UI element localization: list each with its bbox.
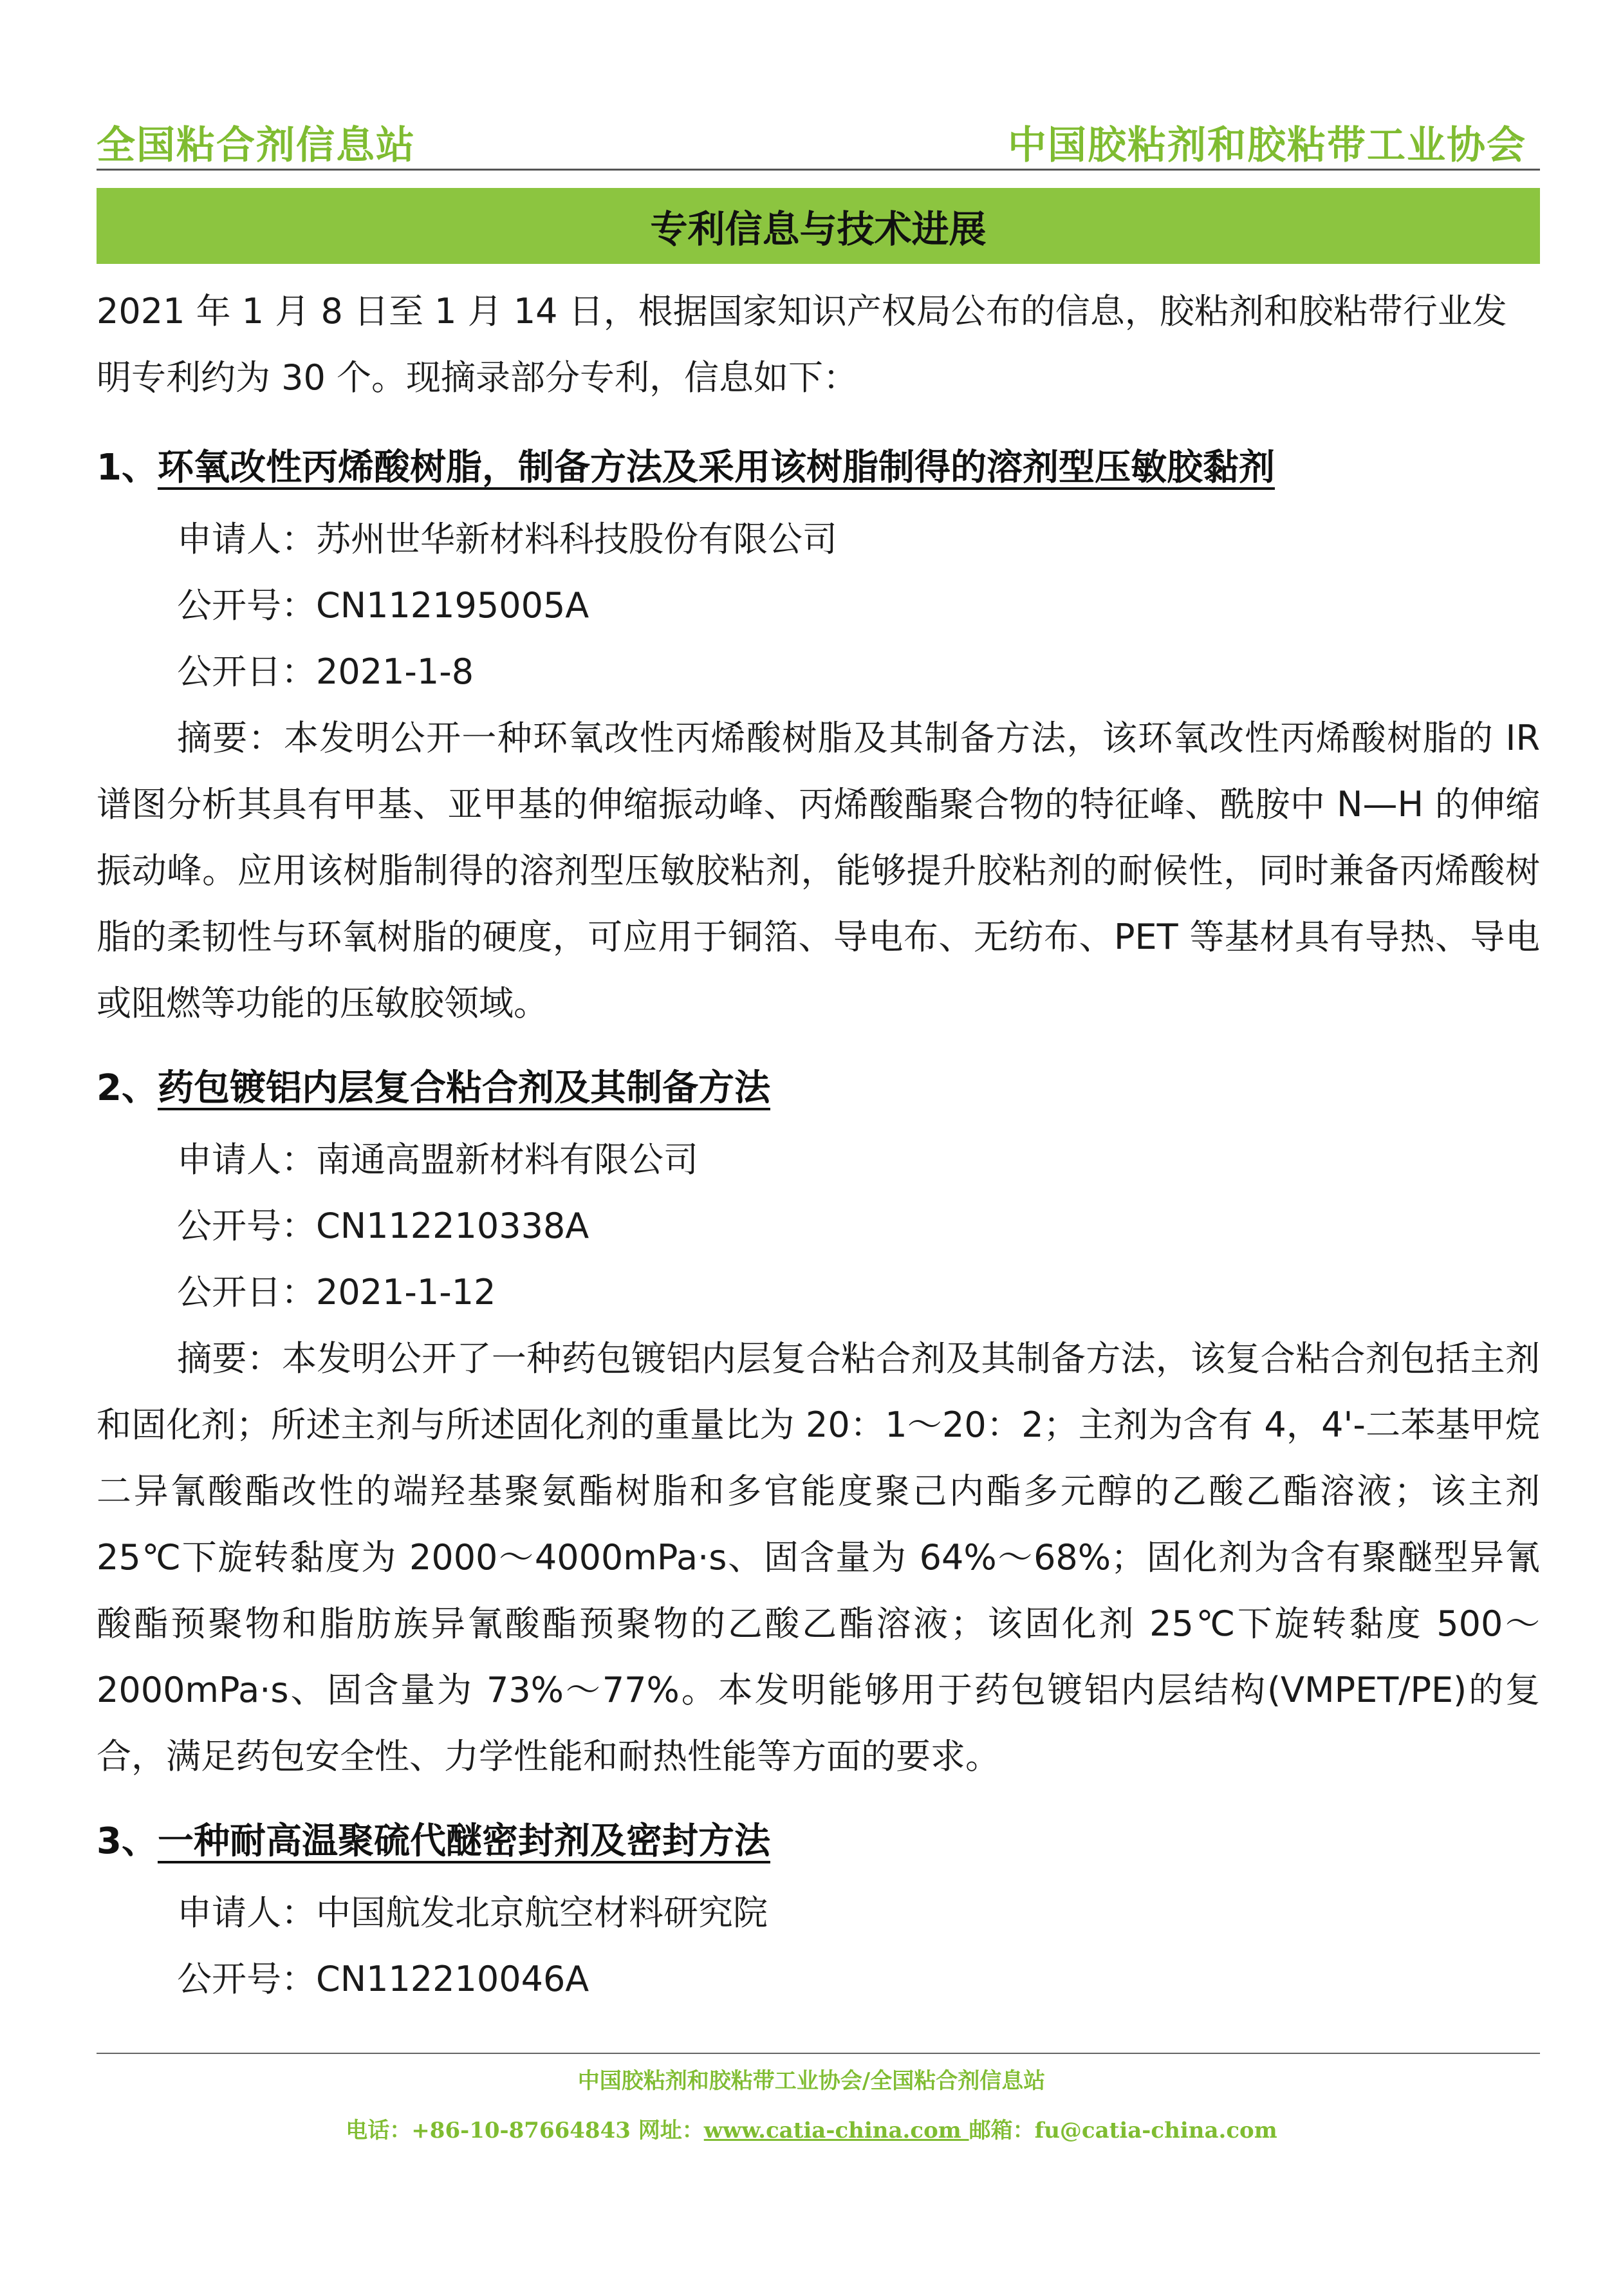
patent-applicant: 申请人：苏州世华新材料科技股份有限公司 [177, 519, 837, 559]
footer-website-link[interactable]: www.catia-china.com [703, 2118, 969, 2143]
intro-paragraph: 2021 年 1 月 8 日至 1 月 14 日，根据国家知识产权局公布的信息，胶粘剂和胶粘带行业发明专利约为 30 个。现摘录部分专利，信息如下： [97, 291, 1507, 398]
footer-organization: 中国胶粘剂和胶粘带工业协会/全国粘合剂信息站 [577, 2068, 1046, 2094]
section-banner-title: 专利信息与技术进展 [650, 207, 987, 251]
header-right-title: 中国胶粘剂和胶粘带工业协会 [1008, 123, 1526, 168]
patent-publication-number: 公开号：CN112195005A [177, 585, 589, 626]
footer-contact [0, 2113, 1623, 2144]
patent-number: 3、 [97, 1820, 158, 1862]
patent-abstract: 摘要：本发明公开了一种药包镀铝内层复合粘合剂及其制备方法，该复合粘合剂包括主剂和固化剂；所述主剂与所述固化剂的重量比为 20：1～20：2；主剂为含有 4，4'-二苯基甲烷二异氰酸酯改性的端羟基聚氨酯树脂和多官能度聚己内酯多元醇的乙酸乙酯溶液；该主剂 25℃下旋转黏度为 2000～4000mPa·s、固含量为 64%～68%；固化剂为含有聚醚型异氰酸酯预聚物和脂肪族异氰酸酯预聚物的乙酸乙酯溶液；该固化剂 25℃下旋转黏度 500～2000mPa·s、固含量为 73%～77%。本发明能够用于药包镀铝内层结构(VMPET/PE)的复合，满足药包安全性、力学性能和耐热性能等方面的要求。 [97, 1338, 1540, 1777]
patent-title [97, 430, 1540, 506]
footer-phone: 电话：+86-10-87664843 网址： [346, 2118, 704, 2143]
footer-divider [97, 2053, 1540, 2054]
patent-publication-date: 公开日：2021-1-8 [177, 651, 474, 692]
patent-publication-number: 公开号：CN112210046A [177, 1959, 589, 1999]
patent-title-text: 药包镀铝内层复合粘合剂及其制备方法 [157, 1067, 770, 1109]
patent-title [97, 1050, 1540, 1126]
patent-applicant: 申请人：中国航发北京航空材料研究院 [177, 1892, 768, 1933]
patent-item-3 [97, 1804, 1540, 2012]
patent-title [97, 1804, 1540, 1880]
patent-applicant: 申请人：南通高盟新材料有限公司 [177, 1139, 698, 1180]
patent-number: 1、 [97, 447, 158, 489]
patent-item-1 [97, 430, 1540, 1036]
patent-publication-date: 公开日：2021-1-12 [177, 1272, 496, 1312]
document-body [97, 278, 1540, 2026]
header-divider [97, 169, 1540, 171]
patent-number: 2、 [97, 1067, 158, 1109]
header-left-title: 全国粘合剂信息站 [97, 123, 416, 168]
patent-abstract: 摘要：本发明公开一种环氧改性丙烯酸树脂及其制备方法，该环氧改性丙烯酸树脂的 IR 谱图分析其具有甲基、亚甲基的伸缩振动峰、丙烯酸酯聚合物的特征峰、酰胺中 N—H 的伸缩振动峰。应用该树脂制得的溶剂型压敏胶粘剂，能够提升胶粘剂的耐候性，同时兼备丙烯酸树脂的柔韧性与环氧树脂的硬度，可应用于铜箔、导电布、无纺布、PET 等基材具有导热、导电或阻燃等功能的压敏胶领域。 [97, 718, 1540, 1023]
patent-item-2 [97, 1050, 1540, 1789]
patent-publication-number: 公开号：CN112210338A [177, 1206, 589, 1246]
footer-email: 邮箱：fu@catia-china.com [969, 2118, 1277, 2143]
section-banner [97, 188, 1540, 264]
patent-title-text: 环氧改性丙烯酸树脂，制备方法及采用该树脂制得的溶剂型压敏胶黏剂 [157, 447, 1275, 489]
patent-title-text: 一种耐高温聚硫代醚密封剂及密封方法 [157, 1820, 770, 1862]
